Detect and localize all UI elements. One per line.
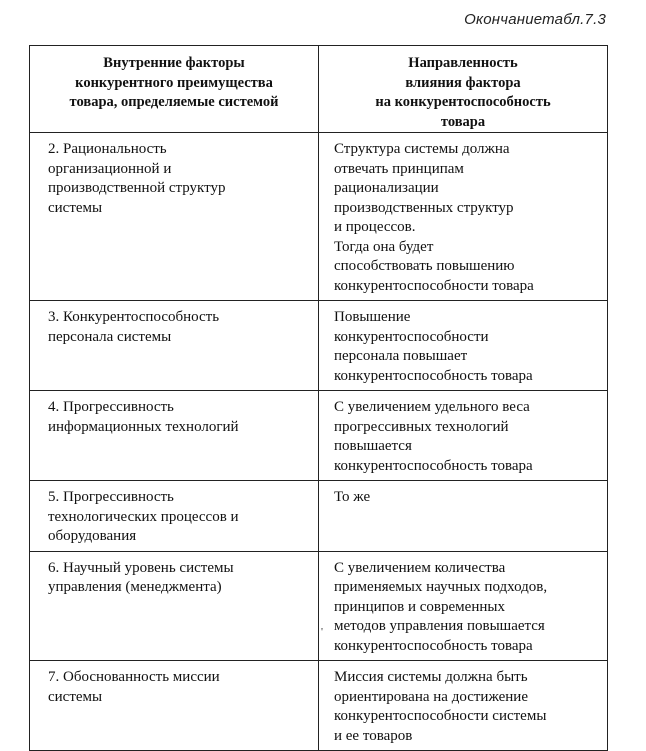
cell-line: системы bbox=[48, 199, 103, 216]
table-row bbox=[30, 391, 608, 481]
cell-line: Миссия системы должна быть bbox=[334, 669, 528, 685]
header-lines bbox=[40, 54, 308, 113]
cell-line: Тогда она будет bbox=[334, 238, 434, 255]
table-row bbox=[30, 551, 608, 661]
cell-lines bbox=[48, 398, 312, 437]
cell-lines bbox=[48, 559, 312, 598]
influence-cell bbox=[319, 133, 608, 301]
cell-line: конкурентоспособности системы bbox=[334, 708, 547, 724]
cell-lines bbox=[334, 398, 601, 476]
influence-cell bbox=[319, 551, 608, 661]
cell-line: конкурентоспособности товара bbox=[334, 277, 534, 294]
cell-lines bbox=[334, 559, 601, 657]
influence-cell bbox=[319, 661, 608, 751]
factor-cell bbox=[30, 661, 319, 751]
competitive-factors-table bbox=[29, 45, 608, 751]
cell-line: конкурентоспособность товара bbox=[334, 367, 533, 384]
cell-line: методов управления повышается bbox=[334, 618, 545, 634]
factor-cell bbox=[30, 133, 319, 301]
cell-line: оборудования bbox=[48, 528, 137, 544]
cell-line: рационализации bbox=[334, 180, 439, 196]
cell-line: персонала системы bbox=[48, 328, 172, 345]
table-header-row bbox=[30, 46, 608, 133]
table-row bbox=[30, 661, 608, 751]
table-row bbox=[30, 133, 608, 301]
cell-line: способствовать повышению bbox=[334, 258, 515, 274]
cell-lines bbox=[334, 308, 601, 386]
cell-line: 5. Прогрессивность bbox=[48, 489, 174, 505]
cell-lines bbox=[48, 140, 312, 218]
cell-line: и процессов. bbox=[334, 219, 416, 235]
header-lines bbox=[329, 54, 597, 132]
cell-line: применяемых научных подходов, bbox=[334, 579, 548, 595]
cell-line: принципов и современных bbox=[334, 598, 505, 615]
scan-speck: ' bbox=[321, 626, 323, 638]
cell-line: прогрессивных технологий bbox=[334, 418, 509, 435]
cell-line: информационных технологий bbox=[48, 418, 239, 435]
header-influence-direction bbox=[319, 46, 608, 133]
influence-cell bbox=[319, 391, 608, 481]
cell-line: производственных структур bbox=[334, 199, 514, 216]
cell-line: и ее товаров bbox=[334, 727, 413, 744]
cell-line: 6. Научный уровень системы bbox=[48, 559, 234, 576]
cell-line: 2. Рациональность bbox=[48, 141, 167, 157]
cell-line: 4. Прогрессивность bbox=[48, 399, 174, 415]
factor-cell bbox=[30, 301, 319, 391]
factor-cell bbox=[30, 551, 319, 661]
cell-line: Структура системы должна bbox=[334, 141, 510, 157]
factor-cell bbox=[30, 481, 319, 552]
header-line: на конкурентоспособность bbox=[375, 94, 551, 110]
header-line: Направленность bbox=[408, 55, 518, 71]
table-row bbox=[30, 301, 608, 391]
cell-line: конкурентоспособность товара bbox=[334, 457, 533, 474]
influence-cell bbox=[319, 481, 608, 552]
cell-line: конкурентоспособность товара bbox=[334, 637, 533, 654]
cell-line: управления (менеджмента) bbox=[48, 579, 222, 595]
cell-lines bbox=[334, 140, 601, 296]
cell-line: технологических процессов и bbox=[48, 508, 239, 525]
cell-line: 7. Обоснованность миссии bbox=[48, 669, 220, 685]
header-internal-factors bbox=[30, 46, 319, 133]
influence-cell bbox=[319, 301, 608, 391]
cell-line: С увеличением удельного веса bbox=[334, 399, 530, 415]
cell-lines bbox=[48, 308, 312, 347]
cell-line: отвечать принципам bbox=[334, 160, 464, 177]
header-line: товара, определяемые системой bbox=[69, 94, 279, 110]
cell-line: персонала повышает bbox=[334, 348, 468, 364]
cell-lines bbox=[334, 488, 601, 508]
cell-lines bbox=[334, 668, 601, 746]
factors-table-container bbox=[29, 45, 607, 751]
header-line: товара bbox=[440, 113, 486, 130]
header-line: влияния фактора bbox=[405, 74, 521, 91]
table-row bbox=[30, 481, 608, 552]
cell-line: конкурентоспособности bbox=[334, 328, 489, 345]
cell-line: То же bbox=[334, 489, 371, 505]
cell-line: производственной структур bbox=[48, 180, 226, 196]
cell-line: 3. Конкурентоспособность bbox=[48, 309, 220, 325]
cell-line: С увеличением количества bbox=[334, 559, 506, 576]
cell-lines bbox=[48, 488, 312, 547]
cell-line: повышается bbox=[334, 438, 412, 454]
cell-line: Повышение bbox=[334, 309, 411, 325]
cell-lines bbox=[48, 668, 312, 707]
factor-cell bbox=[30, 391, 319, 481]
cell-line: системы bbox=[48, 688, 103, 705]
header-line: конкурентного преимущества bbox=[75, 74, 273, 91]
table-caption: Окончаниетабл.7.3 bbox=[464, 11, 606, 28]
cell-line: организационной и bbox=[48, 160, 172, 177]
header-line: Внутренние факторы bbox=[103, 55, 245, 71]
cell-line: ориентирована на достижение bbox=[334, 688, 528, 705]
